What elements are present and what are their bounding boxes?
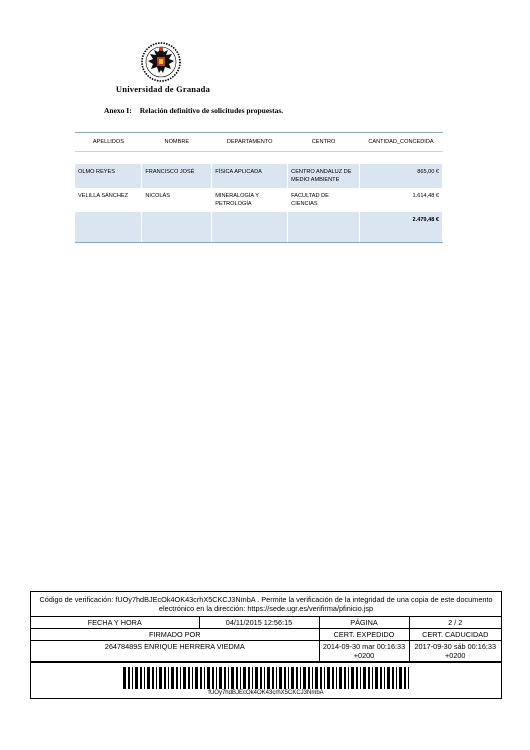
barcode-bar	[375, 667, 378, 689]
barcode-bar	[360, 667, 361, 689]
barcode-bar	[288, 667, 289, 689]
expedido-label: CERT. EXPEDIDO	[319, 629, 409, 641]
barcode	[123, 667, 409, 689]
barcode-bar	[156, 667, 157, 689]
barcode-bar	[152, 667, 154, 689]
cell-departamento: MINERALOGÍA Y PETROLOGÍA	[212, 188, 288, 212]
barcode-bar	[128, 667, 130, 689]
barcode-bar	[255, 667, 258, 689]
barcode-bar	[135, 667, 138, 689]
barcode-bar	[351, 667, 354, 689]
barcode-bar	[188, 667, 190, 689]
barcode-bar	[368, 667, 370, 689]
barcode-bar	[296, 667, 298, 689]
barcode-bar	[195, 667, 198, 689]
barcode-bar	[180, 667, 181, 689]
annex-label: Anexo I:	[104, 106, 132, 115]
caducidad-value: 2017-09-30 sáb 00:16:33 +0200	[409, 641, 501, 662]
barcode-bar	[216, 667, 217, 689]
barcode-bar	[219, 667, 222, 689]
verification-code-text: Código de verificación: fUOy7hdBJEcOk4OK43crhX5CKCJ3NmbA . Permite la verificación de la integridad de una copia de este documento electrónico en la dirección: https://sede.ugr.es/verifirma/pfinicio.jsp	[31, 592, 501, 617]
column-header-cantidad: CANTIDAD_CONCEDIDA	[360, 133, 443, 152]
barcode-bar	[327, 667, 330, 689]
cell-nombre: FRANCISCO JOSÉ	[142, 164, 212, 188]
barcode-bar	[132, 667, 133, 689]
barcode-bar	[260, 667, 262, 689]
column-header-nombre: NOMBRE	[142, 133, 212, 152]
barcode-bar	[252, 667, 253, 689]
barcode-bar	[159, 667, 162, 689]
barcode-bar	[168, 667, 169, 689]
barcode-bar	[324, 667, 325, 689]
barcode-bar	[392, 667, 394, 689]
cell-centro: FACULTAD DE CIENCIAS	[288, 188, 360, 212]
barcode-bar	[264, 667, 265, 689]
annex-heading	[104, 106, 283, 115]
barcode-bar	[404, 667, 406, 689]
barcode-bar	[212, 667, 214, 689]
barcode-bar	[192, 667, 193, 689]
barcode-bar	[339, 667, 342, 689]
barcode-bar	[303, 667, 306, 689]
barcode-bar	[272, 667, 274, 689]
fecha-label: FECHA Y HORA	[31, 617, 199, 629]
column-header-centro: CENTRO	[288, 133, 360, 152]
barcode-bar	[140, 667, 142, 689]
cell-apellidos: VELILLA SÁNCHEZ	[75, 188, 142, 212]
university-name: Universidad de Granada	[115, 84, 211, 94]
barcode-bar	[228, 667, 229, 689]
barcode-bar	[276, 667, 277, 689]
total-amount: 2.479,48 €	[360, 212, 443, 243]
expedido-value: 2014-09-30 mar 00:16:33 +0200	[319, 641, 409, 662]
barcode-bar	[207, 667, 210, 689]
signature-table	[31, 617, 501, 662]
cell-nombre: NICOLÁS	[142, 188, 212, 212]
firmante-value: 26478489S ENRIQUE HERRERA VIEDMA	[31, 641, 319, 662]
barcode-bar	[248, 667, 250, 689]
grants-table	[75, 132, 443, 243]
barcode-bar	[363, 667, 366, 689]
barcode-bar	[171, 667, 174, 689]
barcode-bar	[380, 667, 382, 689]
barcode-bar	[291, 667, 294, 689]
barcode-bar	[399, 667, 402, 689]
cell-apellidos: OLMO REYES	[75, 164, 142, 188]
barcode-bar	[320, 667, 322, 689]
barcode-bar	[240, 667, 241, 689]
barcode-bar	[308, 667, 310, 689]
barcode-bar	[356, 667, 358, 689]
table-row	[75, 164, 443, 188]
barcode-bar	[231, 667, 234, 689]
barcode-bar	[300, 667, 301, 689]
annex-title: Relación definitivo de solicitudes propuestas.	[139, 106, 284, 115]
barcode-bar	[164, 667, 166, 689]
barcode-bar	[267, 667, 270, 689]
column-header-departamento: DEPARTAMENTO	[212, 133, 288, 152]
barcode-bar	[332, 667, 334, 689]
barcode-bar	[123, 667, 126, 689]
barcode-bar	[243, 667, 246, 689]
barcode-bar	[384, 667, 385, 689]
cell-departamento: FÍSICA APLICADA	[212, 164, 288, 188]
barcode-bar	[176, 667, 178, 689]
barcode-bar	[284, 667, 286, 689]
barcode-bar	[200, 667, 202, 689]
pagina-value: 2 / 2	[409, 617, 501, 629]
barcode-bar	[372, 667, 373, 689]
column-header-apellidos: APELLIDOS	[75, 133, 142, 152]
cell-cantidad: 1.614,48 €	[360, 188, 443, 212]
barcode-bar	[387, 667, 390, 689]
barcode-bar	[204, 667, 205, 689]
table-row	[75, 188, 443, 212]
barcode-bar	[348, 667, 349, 689]
table-header-row	[75, 133, 443, 152]
cell-cantidad: 865,00 €	[360, 164, 443, 188]
caducidad-label: CERT. CADUCIDAD	[409, 629, 501, 641]
barcode-bar	[183, 667, 186, 689]
barcode-bar	[344, 667, 346, 689]
barcode-bar	[144, 667, 145, 689]
barcode-bar	[236, 667, 238, 689]
barcode-bar	[336, 667, 337, 689]
barcode-bar	[396, 667, 397, 689]
pagina-label: PÁGINA	[319, 617, 409, 629]
barcode-bar	[315, 667, 318, 689]
verification-box	[30, 591, 502, 699]
barcode-bar	[312, 667, 313, 689]
cell-centro: CENTRO ANDALUZ DE MEDIO AMBIENTE	[288, 164, 360, 188]
fecha-value: 04/11/2015 12:56:15	[199, 617, 319, 629]
barcode-caption: fUOy7hdBJEcOk4OK43crhX5CKCJ3NmbA	[208, 690, 324, 696]
firmado-label: FIRMADO POR	[31, 629, 319, 641]
barcode-bar	[279, 667, 282, 689]
table-total-row	[75, 212, 443, 243]
university-crest-logo	[138, 40, 184, 84]
barcode-bar	[408, 667, 409, 689]
barcode-bar	[224, 667, 226, 689]
barcode-bar	[147, 667, 150, 689]
